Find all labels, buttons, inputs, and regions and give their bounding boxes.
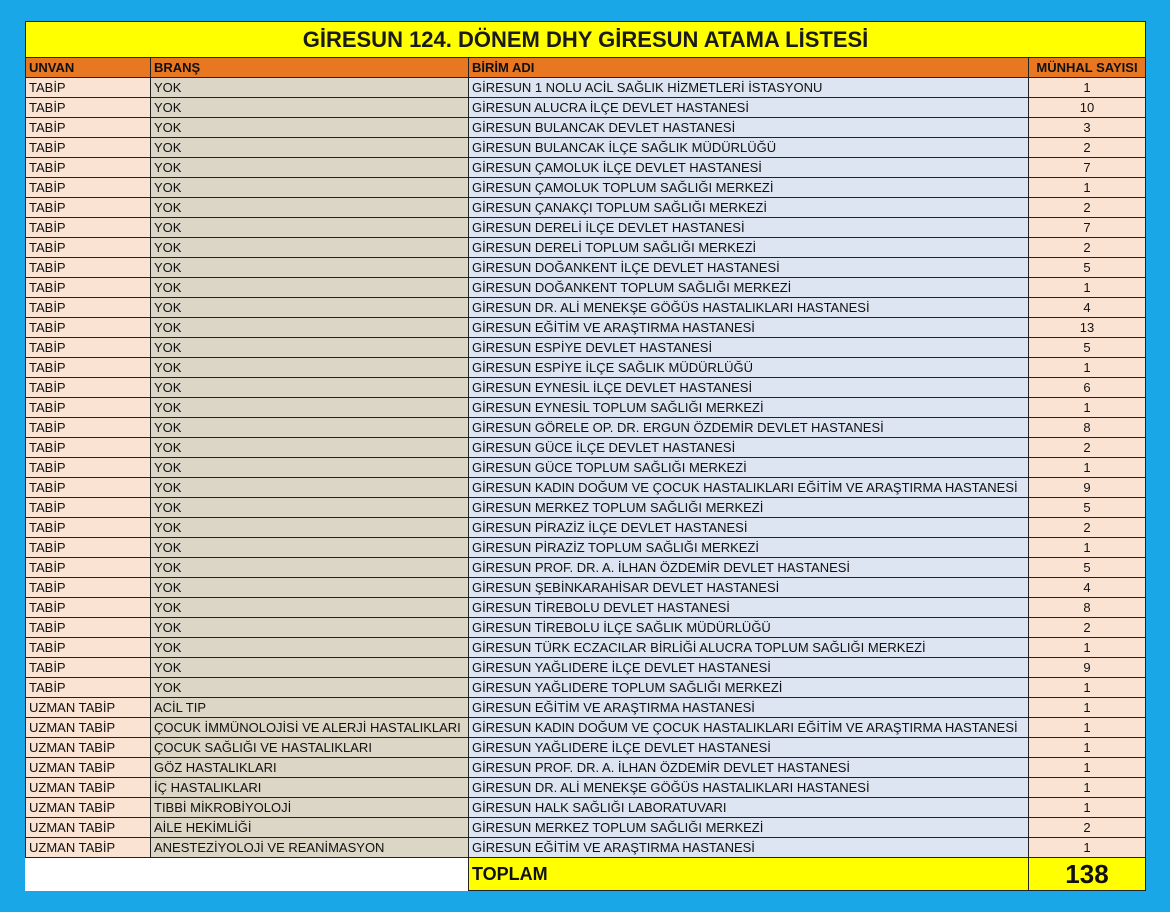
cell-munhal-sayisi: 1 [1029, 398, 1146, 418]
cell-munhal-sayisi: 8 [1029, 418, 1146, 438]
title-row [26, 22, 1146, 58]
table-row [26, 818, 1146, 838]
cell-brans: YOK [151, 438, 469, 458]
cell-unvan: UZMAN TABİP [26, 718, 151, 738]
cell-munhal-sayisi: 2 [1029, 198, 1146, 218]
cell-brans: YOK [151, 358, 469, 378]
table-row [26, 758, 1146, 778]
cell-birim-adi: GİRESUN GÖRELE OP. DR. ERGUN ÖZDEMİR DEVLET HASTANESİ [469, 418, 1029, 438]
cell-brans: AİLE HEKİMLİĞİ [151, 818, 469, 838]
table-row [26, 778, 1146, 798]
cell-birim-adi: GİRESUN TİREBOLU DEVLET HASTANESİ [469, 598, 1029, 618]
cell-brans: ÇOCUK İMMÜNOLOJİSİ VE ALERJİ HASTALIKLARI [151, 718, 469, 738]
table-row [26, 558, 1146, 578]
cell-unvan: TABİP [26, 458, 151, 478]
table-row [26, 138, 1146, 158]
cell-birim-adi: GİRESUN YAĞLIDERE İLÇE DEVLET HASTANESİ [469, 658, 1029, 678]
table-row [26, 618, 1146, 638]
cell-birim-adi: GİRESUN DOĞANKENT İLÇE DEVLET HASTANESİ [469, 258, 1029, 278]
cell-unvan: TABİP [26, 338, 151, 358]
cell-birim-adi: GİRESUN MERKEZ TOPLUM SAĞLIĞI MERKEZİ [469, 498, 1029, 518]
cell-munhal-sayisi: 5 [1029, 338, 1146, 358]
table-row [26, 458, 1146, 478]
total-row [26, 858, 1146, 891]
cell-munhal-sayisi: 2 [1029, 818, 1146, 838]
cell-unvan: TABİP [26, 438, 151, 458]
cell-munhal-sayisi: 1 [1029, 778, 1146, 798]
cell-unvan: TABİP [26, 678, 151, 698]
cell-brans: YOK [151, 458, 469, 478]
cell-brans: YOK [151, 118, 469, 138]
cell-unvan: TABİP [26, 198, 151, 218]
cell-munhal-sayisi: 7 [1029, 158, 1146, 178]
table-row [26, 738, 1146, 758]
cell-unvan: TABİP [26, 658, 151, 678]
cell-munhal-sayisi: 2 [1029, 518, 1146, 538]
cell-birim-adi: GİRESUN BULANCAK İLÇE SAĞLIK MÜDÜRLÜĞÜ [469, 138, 1029, 158]
table-row [26, 298, 1146, 318]
cell-unvan: UZMAN TABİP [26, 818, 151, 838]
cell-birim-adi: GİRESUN GÜCE TOPLUM SAĞLIĞI MERKEZİ [469, 458, 1029, 478]
cell-brans: YOK [151, 98, 469, 118]
cell-brans: YOK [151, 278, 469, 298]
cell-birim-adi: GİRESUN PROF. DR. A. İLHAN ÖZDEMİR DEVLET HASTANESİ [469, 558, 1029, 578]
cell-birim-adi: GİRESUN EĞİTİM VE ARAŞTIRMA HASTANESİ [469, 698, 1029, 718]
table-row [26, 498, 1146, 518]
cell-birim-adi: GİRESUN TÜRK ECZACILAR BİRLİĞİ ALUCRA TOPLUM SAĞLIĞI MERKEZİ [469, 638, 1029, 658]
header-munhal-sayisi: MÜNHAL SAYISI [1029, 58, 1146, 78]
table-row [26, 438, 1146, 458]
cell-unvan: TABİP [26, 418, 151, 438]
cell-birim-adi: GİRESUN EYNESİL İLÇE DEVLET HASTANESİ [469, 378, 1029, 398]
cell-brans: YOK [151, 338, 469, 358]
cell-brans: YOK [151, 658, 469, 678]
table-row [26, 418, 1146, 438]
cell-birim-adi: GİRESUN MERKEZ TOPLUM SAĞLIĞI MERKEZİ [469, 818, 1029, 838]
cell-brans: YOK [151, 298, 469, 318]
table-row [26, 98, 1146, 118]
cell-munhal-sayisi: 9 [1029, 478, 1146, 498]
cell-munhal-sayisi: 3 [1029, 118, 1146, 138]
sheet-title: GİRESUN 124. DÖNEM DHY GİRESUN ATAMA LİSTESİ [26, 22, 1146, 58]
cell-birim-adi: GİRESUN YAĞLIDERE TOPLUM SAĞLIĞI MERKEZİ [469, 678, 1029, 698]
cell-unvan: TABİP [26, 118, 151, 138]
cell-birim-adi: GİRESUN DERELİ TOPLUM SAĞLIĞI MERKEZİ [469, 238, 1029, 258]
cell-brans: YOK [151, 478, 469, 498]
cell-unvan: TABİP [26, 78, 151, 98]
cell-brans: YOK [151, 418, 469, 438]
cell-brans: YOK [151, 498, 469, 518]
table-row [26, 658, 1146, 678]
cell-unvan: TABİP [26, 318, 151, 338]
cell-unvan: TABİP [26, 518, 151, 538]
cell-unvan: UZMAN TABİP [26, 798, 151, 818]
cell-brans: YOK [151, 138, 469, 158]
table-row [26, 698, 1146, 718]
cell-brans: YOK [151, 158, 469, 178]
assignment-table [25, 21, 1146, 891]
cell-munhal-sayisi: 6 [1029, 378, 1146, 398]
cell-unvan: TABİP [26, 218, 151, 238]
cell-munhal-sayisi: 1 [1029, 718, 1146, 738]
table-row [26, 358, 1146, 378]
cell-unvan: TABİP [26, 358, 151, 378]
cell-unvan: TABİP [26, 558, 151, 578]
table-row [26, 718, 1146, 738]
cell-munhal-sayisi: 13 [1029, 318, 1146, 338]
cell-unvan: TABİP [26, 638, 151, 658]
cell-brans: TIBBİ MİKROBİYOLOJİ [151, 798, 469, 818]
table-row [26, 518, 1146, 538]
cell-birim-adi: GİRESUN ÇAMOLUK İLÇE DEVLET HASTANESİ [469, 158, 1029, 178]
header-birim-adi: BİRİM ADI [469, 58, 1029, 78]
cell-unvan: TABİP [26, 138, 151, 158]
cell-munhal-sayisi: 1 [1029, 78, 1146, 98]
cell-munhal-sayisi: 2 [1029, 438, 1146, 458]
cell-munhal-sayisi: 1 [1029, 838, 1146, 858]
cell-birim-adi: GİRESUN PİRAZİZ İLÇE DEVLET HASTANESİ [469, 518, 1029, 538]
cell-birim-adi: GİRESUN PROF. DR. A. İLHAN ÖZDEMİR DEVLET HASTANESİ [469, 758, 1029, 778]
cell-birim-adi: GİRESUN ESPİYE DEVLET HASTANESİ [469, 338, 1029, 358]
cell-munhal-sayisi: 1 [1029, 678, 1146, 698]
cell-unvan: TABİP [26, 398, 151, 418]
cell-unvan: TABİP [26, 278, 151, 298]
table-row [26, 218, 1146, 238]
cell-birim-adi: GİRESUN ALUCRA İLÇE DEVLET HASTANESİ [469, 98, 1029, 118]
cell-munhal-sayisi: 5 [1029, 558, 1146, 578]
cell-munhal-sayisi: 4 [1029, 298, 1146, 318]
cell-birim-adi: GİRESUN YAĞLIDERE İLÇE DEVLET HASTANESİ [469, 738, 1029, 758]
cell-unvan: UZMAN TABİP [26, 698, 151, 718]
cell-unvan: TABİP [26, 178, 151, 198]
table-row [26, 598, 1146, 618]
cell-unvan: UZMAN TABİP [26, 838, 151, 858]
table-row [26, 398, 1146, 418]
cell-birim-adi: GİRESUN KADIN DOĞUM VE ÇOCUK HASTALIKLARI EĞİTİM VE ARAŞTIRMA HASTANESİ [469, 718, 1029, 738]
cell-birim-adi: GİRESUN KADIN DOĞUM VE ÇOCUK HASTALIKLARI EĞİTİM VE ARAŞTIRMA HASTANESİ [469, 478, 1029, 498]
cell-brans: ÇOCUK SAĞLIĞI VE HASTALIKLARI [151, 738, 469, 758]
cell-brans: YOK [151, 538, 469, 558]
cell-brans: GÖZ HASTALIKLARI [151, 758, 469, 778]
header-row [26, 58, 1146, 78]
cell-birim-adi: GİRESUN PİRAZİZ TOPLUM SAĞLIĞI MERKEZİ [469, 538, 1029, 558]
table-row [26, 278, 1146, 298]
cell-munhal-sayisi: 2 [1029, 618, 1146, 638]
cell-unvan: UZMAN TABİP [26, 758, 151, 778]
cell-birim-adi: GİRESUN HALK SAĞLIĞI LABORATUVARI [469, 798, 1029, 818]
header-unvan: UNVAN [26, 58, 151, 78]
assignment-sheet [25, 21, 1145, 891]
cell-brans: İÇ HASTALIKLARI [151, 778, 469, 798]
cell-munhal-sayisi: 1 [1029, 538, 1146, 558]
cell-brans: ACİL TIP [151, 698, 469, 718]
cell-brans: YOK [151, 638, 469, 658]
cell-brans: YOK [151, 258, 469, 278]
cell-birim-adi: GİRESUN EĞİTİM VE ARAŞTIRMA HASTANESİ [469, 838, 1029, 858]
cell-munhal-sayisi: 1 [1029, 638, 1146, 658]
table-row [26, 158, 1146, 178]
total-value: 138 [1029, 858, 1146, 891]
cell-munhal-sayisi: 1 [1029, 698, 1146, 718]
cell-brans: YOK [151, 558, 469, 578]
cell-brans: YOK [151, 178, 469, 198]
cell-unvan: UZMAN TABİP [26, 778, 151, 798]
cell-birim-adi: GİRESUN BULANCAK DEVLET HASTANESİ [469, 118, 1029, 138]
cell-birim-adi: GİRESUN ŞEBİNKARAHİSAR DEVLET HASTANESİ [469, 578, 1029, 598]
table-row [26, 638, 1146, 658]
cell-brans: YOK [151, 238, 469, 258]
cell-munhal-sayisi: 1 [1029, 738, 1146, 758]
cell-birim-adi: GİRESUN EĞİTİM VE ARAŞTIRMA HASTANESİ [469, 318, 1029, 338]
cell-munhal-sayisi: 9 [1029, 658, 1146, 678]
cell-birim-adi: GİRESUN DR. ALİ MENEKŞE GÖĞÜS HASTALIKLARI HASTANESİ [469, 298, 1029, 318]
cell-birim-adi: GİRESUN ESPİYE İLÇE SAĞLIK MÜDÜRLÜĞÜ [469, 358, 1029, 378]
table-row [26, 378, 1146, 398]
table-row [26, 78, 1146, 98]
cell-munhal-sayisi: 7 [1029, 218, 1146, 238]
cell-brans: YOK [151, 598, 469, 618]
cell-brans: YOK [151, 578, 469, 598]
cell-munhal-sayisi: 1 [1029, 798, 1146, 818]
cell-munhal-sayisi: 2 [1029, 238, 1146, 258]
cell-unvan: TABİP [26, 538, 151, 558]
cell-birim-adi: GİRESUN TİREBOLU İLÇE SAĞLIK MÜDÜRLÜĞÜ [469, 618, 1029, 638]
cell-unvan: TABİP [26, 618, 151, 638]
cell-unvan: TABİP [26, 238, 151, 258]
cell-birim-adi: GİRESUN DR. ALİ MENEKŞE GÖĞÜS HASTALIKLARI HASTANESİ [469, 778, 1029, 798]
cell-unvan: TABİP [26, 298, 151, 318]
cell-munhal-sayisi: 4 [1029, 578, 1146, 598]
table-row [26, 538, 1146, 558]
cell-munhal-sayisi: 8 [1029, 598, 1146, 618]
cell-brans: YOK [151, 618, 469, 638]
table-row [26, 238, 1146, 258]
cell-munhal-sayisi: 1 [1029, 178, 1146, 198]
cell-brans: YOK [151, 198, 469, 218]
cell-munhal-sayisi: 1 [1029, 278, 1146, 298]
cell-birim-adi: GİRESUN DOĞANKENT TOPLUM SAĞLIĞI MERKEZİ [469, 278, 1029, 298]
cell-munhal-sayisi: 2 [1029, 138, 1146, 158]
cell-birim-adi: GİRESUN DERELİ İLÇE DEVLET HASTANESİ [469, 218, 1029, 238]
total-label: TOPLAM [469, 858, 1029, 891]
cell-munhal-sayisi: 5 [1029, 258, 1146, 278]
cell-unvan: TABİP [26, 158, 151, 178]
cell-unvan: TABİP [26, 598, 151, 618]
cell-brans: YOK [151, 398, 469, 418]
table-row [26, 338, 1146, 358]
cell-unvan: TABİP [26, 98, 151, 118]
table-row [26, 318, 1146, 338]
cell-birim-adi: GİRESUN ÇAMOLUK TOPLUM SAĞLIĞI MERKEZİ [469, 178, 1029, 198]
cell-munhal-sayisi: 1 [1029, 458, 1146, 478]
table-row [26, 198, 1146, 218]
cell-birim-adi: GİRESUN EYNESİL TOPLUM SAĞLIĞI MERKEZİ [469, 398, 1029, 418]
cell-unvan: TABİP [26, 498, 151, 518]
table-row [26, 798, 1146, 818]
cell-unvan: UZMAN TABİP [26, 738, 151, 758]
cell-brans: YOK [151, 378, 469, 398]
cell-unvan: TABİP [26, 258, 151, 278]
cell-munhal-sayisi: 5 [1029, 498, 1146, 518]
table-row [26, 678, 1146, 698]
table-row [26, 178, 1146, 198]
table-body [26, 78, 1146, 858]
header-brans: BRANŞ [151, 58, 469, 78]
cell-birim-adi: GİRESUN 1 NOLU ACİL SAĞLIK HİZMETLERİ İSTASYONU [469, 78, 1029, 98]
table-row [26, 578, 1146, 598]
cell-munhal-sayisi: 1 [1029, 758, 1146, 778]
cell-unvan: TABİP [26, 478, 151, 498]
cell-brans: YOK [151, 78, 469, 98]
cell-birim-adi: GİRESUN ÇANAKÇI TOPLUM SAĞLIĞI MERKEZİ [469, 198, 1029, 218]
cell-brans: YOK [151, 218, 469, 238]
cell-brans: YOK [151, 518, 469, 538]
cell-brans: YOK [151, 318, 469, 338]
cell-munhal-sayisi: 1 [1029, 358, 1146, 378]
cell-munhal-sayisi: 10 [1029, 98, 1146, 118]
cell-unvan: TABİP [26, 378, 151, 398]
table-row [26, 118, 1146, 138]
cell-birim-adi: GİRESUN GÜCE İLÇE DEVLET HASTANESİ [469, 438, 1029, 458]
cell-unvan: TABİP [26, 578, 151, 598]
cell-brans: ANESTEZİYOLOJİ VE REANİMASYON [151, 838, 469, 858]
table-row [26, 838, 1146, 858]
table-row [26, 478, 1146, 498]
table-row [26, 258, 1146, 278]
cell-brans: YOK [151, 678, 469, 698]
